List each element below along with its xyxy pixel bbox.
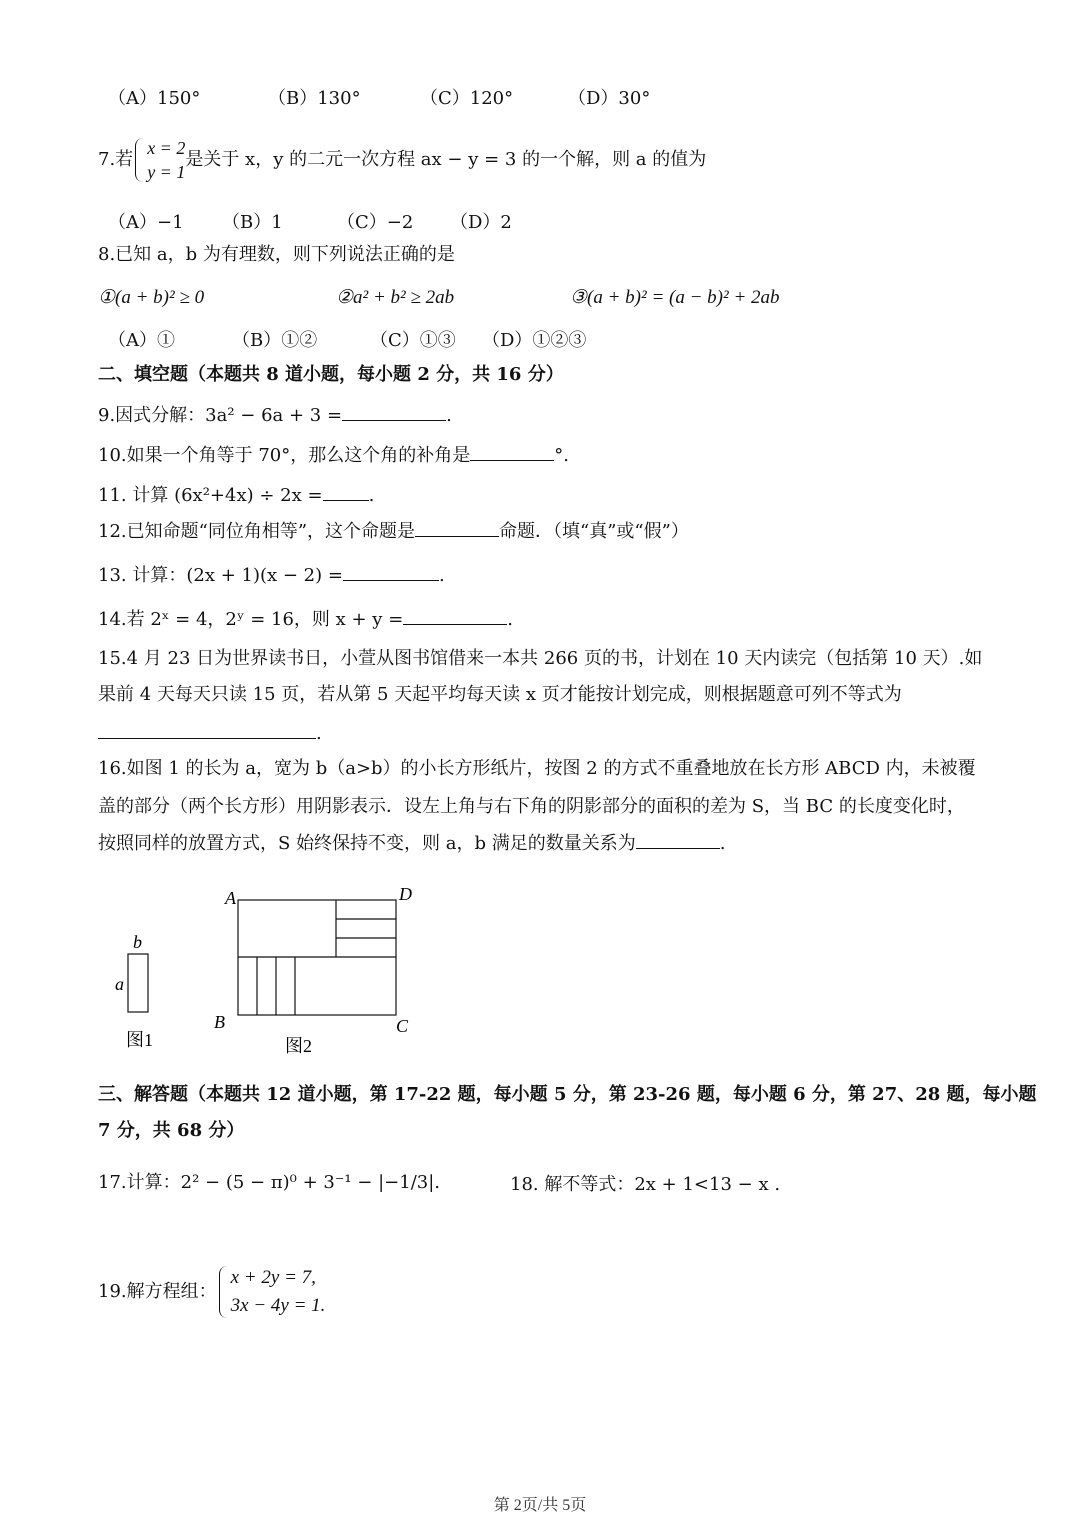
q6-option-c: （C）120°: [420, 88, 514, 109]
q6-option-a: （A）150°: [108, 88, 201, 109]
q12-answer-blank: [415, 518, 499, 537]
q15-line-2: 果前 4 天每天只读 15 页，若从第 5 天起平均每天读 x 页才能按计划完成，则根据题意可列不等式为: [98, 684, 902, 705]
q7-sys-line1: x = 2: [147, 138, 186, 158]
question-17: 17.计算：2² − (5 − π)⁰ + 3⁻¹ − |−1/3|.: [98, 1172, 441, 1193]
question-7: [98, 136, 706, 184]
fig2-label-a: A: [225, 888, 236, 908]
q10-text: 10.如果一个角等于 70°，那么这个角的补角是: [98, 445, 471, 466]
q19-sys-line2: 3x − 4y = 1.: [230, 1295, 326, 1316]
question-11: [98, 482, 374, 509]
q16-line-3: [98, 830, 725, 857]
section-2-heading: 二、填空题（本题共 8 道小题，每小题 2 分，共 16 分）: [98, 364, 564, 385]
q15-line-1: 15.4 月 23 日为世界读书日，小萱从图书馆借来一本共 266 页的书，计划在 10 天内读完（包括第 10 天）.如: [98, 648, 983, 669]
fig1-label-a: a: [115, 974, 124, 994]
q7-system: [133, 136, 185, 184]
q7-sys-line2: y = 1: [147, 162, 186, 182]
question-10: [98, 442, 569, 469]
fig2-label-c: C: [396, 1016, 409, 1036]
q9-end: .: [446, 405, 452, 426]
q6-option-d: （D）30°: [568, 88, 651, 109]
q15-answer-line: [98, 720, 322, 747]
q11-answer-blank: [323, 482, 369, 501]
fig1-rectangle: [128, 954, 148, 1012]
q7-option-c: （C）−2: [337, 212, 414, 233]
fig1-caption: 图1: [126, 1030, 153, 1050]
q8-statement-1: ①(a + b)² ≥ 0: [98, 287, 205, 308]
q13-end: .: [438, 565, 445, 586]
q7-option-b: （B）1: [222, 212, 283, 233]
q7-option-d: （D）2: [450, 212, 512, 233]
q15-answer-blank: [98, 720, 316, 739]
q9-answer-blank: [342, 402, 446, 421]
q14-end: .: [507, 609, 514, 630]
q8-statement-3: ③(a + b)² = (a − b)² + 2ab: [570, 287, 780, 308]
fig1-label-b: b: [133, 932, 142, 952]
fig2-label-b: B: [214, 1012, 225, 1032]
question-19: [98, 1264, 325, 1320]
q12-text: 12.已知命题“同位角相等”，这个命题是: [98, 521, 416, 542]
q16-line-2: 盖的部分（两个长方形）用阴影表示．设左上角与右下角的阴影部分的面积的差为 S，当 BC 的长度变化时，: [98, 796, 965, 817]
q16-line-1: 16.如图 1 的长为 a，宽为 b（a>b）的小长方形纸片，按图 2 的方式不重叠地放在长方形 ABCD 内，未被覆: [98, 758, 976, 779]
section-3-heading-line-1: 三、解答题（本题共 12 道小题，第 17-22 题，每小题 5 分，第 23-26 题，每小题 6 分，第 27、28 题，每小题: [98, 1084, 1037, 1105]
q19-system: [217, 1264, 326, 1320]
q7-text: 是关于 x，y 的二元一次方程 ax − y = 3 的一个解，则 a 的值为: [185, 149, 707, 170]
fig2-label-d: D: [399, 884, 412, 904]
q16-end: .: [719, 833, 726, 854]
section-3-heading-line-2: 7 分，共 68 分）: [98, 1120, 245, 1141]
q8-statement-2: ②a² + b² ≥ 2ab: [336, 287, 455, 308]
q14-answer-blank: [403, 606, 507, 625]
q16-figures: [98, 880, 438, 1060]
q10-end: °.: [554, 445, 569, 466]
q15-end: .: [316, 723, 322, 744]
q6-option-b: （B）130°: [268, 88, 361, 109]
q8-option-d: （D）①②③: [482, 330, 587, 351]
q19-sys-line1: x + 2y = 7,: [230, 1267, 316, 1288]
q11-end: .: [368, 485, 375, 506]
q8-option-a: （A）①: [108, 330, 175, 351]
q8-option-c: （C）①③: [370, 330, 456, 351]
q14-text: 14.若 2ˣ = 4，2ʸ = 16，则 x + y =: [98, 609, 404, 630]
q8-option-b: （B）①②: [232, 330, 318, 351]
q10-answer-blank: [470, 442, 554, 461]
question-14: [98, 606, 513, 633]
question-18: 18. 解不等式：2x + 1<13 − x .: [510, 1174, 781, 1195]
q13-answer-blank: [343, 562, 439, 581]
page-footer: 第 2页/共 5页: [493, 1497, 587, 1514]
question-9: [98, 402, 452, 429]
q7-option-a: （A）−1: [108, 212, 184, 233]
question-13: [98, 562, 445, 589]
q8-stem: 8.已知 a，b 为有理数，则下列说法正确的是: [98, 244, 455, 265]
q13-text: 13. 计算：(2x + 1)(x − 2) =: [98, 565, 343, 586]
q9-text: 9.因式分解：3a² − 6a + 3 =: [98, 405, 343, 426]
q7-prefix: 7.若: [98, 149, 134, 170]
q16-answer-blank: [636, 830, 720, 849]
q16-line-3-text: 按照同样的放置方式，S 始终保持不变，则 a，b 满足的数量关系为: [98, 833, 636, 854]
question-12: [98, 518, 689, 545]
fig2-caption: 图2: [285, 1036, 312, 1056]
q19-prefix: 19.解方程组：: [98, 1281, 217, 1302]
q12-end: 命题．（填“真”或“假”）: [499, 521, 689, 542]
q11-text: 11. 计算 (6x²+4x) ÷ 2x =: [98, 485, 323, 506]
